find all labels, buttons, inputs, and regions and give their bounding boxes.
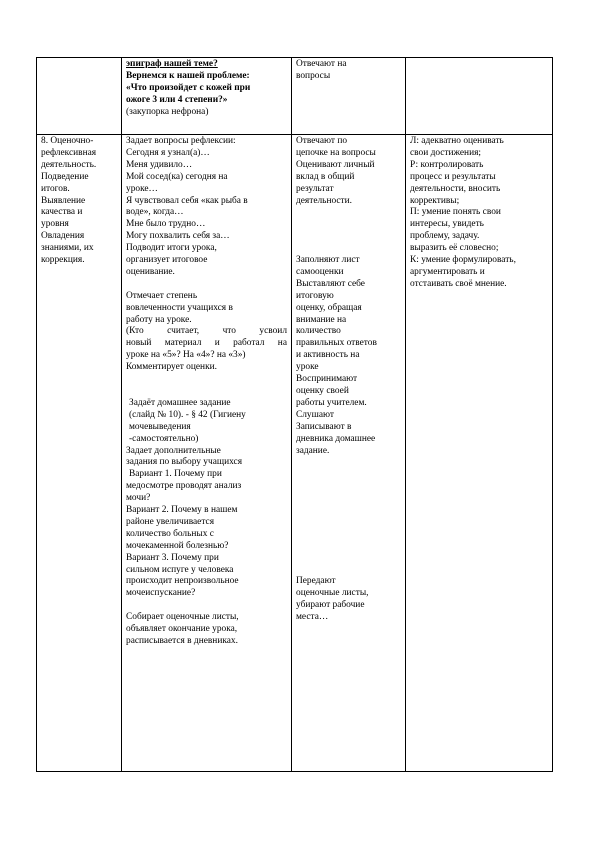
text-line: вовлеченности учащихся в (126, 302, 233, 313)
spacer (296, 505, 401, 517)
text-line: задание. (296, 445, 330, 456)
text-line: мочеиспускание? (126, 588, 196, 599)
text-line: Комментирует оценки. (126, 362, 217, 373)
text-line: проблему, задачу. (410, 231, 480, 242)
text-line: правильных ответов (296, 338, 377, 349)
text-line: (закупорка нефрона) (126, 106, 209, 117)
spacer (296, 529, 401, 541)
text-line: происходит непроизвольное (126, 576, 239, 587)
text-line: качества и (41, 207, 83, 218)
text-line: медосмотре проводят анализ (126, 481, 242, 492)
text-line: Задает дополнительные (126, 445, 221, 456)
text-line: организует итоговое (126, 255, 208, 266)
spacer (296, 517, 401, 529)
text-line: «Что произойдет с кожей при (126, 82, 251, 93)
text-line: Выставляют себе (296, 278, 365, 289)
text-line: работу на уроке. (126, 314, 192, 325)
text-line: свои достижения; (410, 147, 482, 158)
text-line: вопросы (296, 70, 331, 81)
text-line: деятельности, вносить (410, 183, 501, 194)
text-line: Подводит итоги урока, (126, 243, 217, 254)
text-line: Записывают в (296, 421, 352, 432)
text-line: Отмечает степень (126, 290, 198, 301)
spacer (296, 553, 401, 565)
text-line: Вариант 3. Почему при (126, 552, 219, 563)
text-line: цепочке на вопросы (296, 147, 376, 158)
student-activity-cell (292, 58, 406, 135)
text-line: процесс и результаты (410, 171, 496, 182)
spacer (126, 386, 287, 398)
spacer (296, 541, 401, 553)
text-line: Меня удивило… (126, 159, 193, 170)
lesson-plan-table (36, 57, 553, 772)
spacer (296, 243, 401, 255)
text-line: уроке… (126, 183, 158, 194)
text-line: количество (296, 326, 341, 337)
text-line: новый материал и работал на (126, 338, 287, 349)
text-line: оценку своей (296, 385, 349, 396)
text-line: оценивание. (126, 266, 175, 277)
stage-cell (37, 135, 122, 772)
text-line: -самостоятельно) (129, 433, 199, 444)
text-line: Отвечают на (296, 59, 347, 69)
text-line: коррекция. (41, 255, 85, 266)
text-line: Могу похвалить себя за… (126, 231, 230, 242)
text-line: (Кто считает, что усвоил (126, 326, 287, 337)
text-line: коррективы; (410, 195, 460, 206)
text-line: Собирает оценочные листы, (126, 612, 239, 623)
text-line: уровня (41, 219, 69, 230)
text-line: Л: адекватно оценивать (410, 136, 504, 146)
text-line: Вариант 2. Почему в нашем (126, 505, 238, 516)
text-line: уроке (296, 362, 319, 373)
text-line: аргументировать и (410, 266, 485, 277)
stage-cell (37, 58, 122, 135)
text-line: итоговую (296, 290, 334, 301)
text-line: воде», когда… (126, 207, 184, 218)
text-line: внимание на (296, 314, 347, 325)
spacer (296, 469, 401, 481)
teacher-activity-cell (122, 58, 292, 135)
text-line: места… (296, 612, 329, 623)
spacer (296, 493, 401, 505)
student-activity-cell (292, 135, 406, 772)
table-row (37, 135, 553, 772)
text-line: работы учителем. (296, 397, 367, 408)
text-line: сильном испуге у человека (126, 564, 234, 575)
text-line: 8. Оценочно- (41, 136, 94, 146)
spacer (296, 481, 401, 493)
spacer (126, 374, 287, 386)
text-line: (слайд № 10). - § 42 (Гигиену (129, 409, 246, 420)
text-line: Передают (296, 576, 336, 587)
text-line: Задает вопросы рефлексии: (126, 136, 236, 146)
text-line: задания по выбору учащихся (126, 457, 243, 468)
text-line: мочи? (126, 493, 151, 504)
spacer (296, 457, 401, 469)
text-line: итогов. (41, 183, 70, 194)
teacher-activity-cell (122, 135, 292, 772)
text-line: мочекаменной болезнью? (126, 540, 229, 551)
text-line: оценочные листы, (296, 588, 369, 599)
text-line: Слушают (296, 409, 334, 420)
text-line: и активность на (296, 350, 360, 361)
text-line: К: умение формулировать, (410, 255, 516, 266)
text-line: Заполняют лист (296, 255, 360, 265)
text-line: вклад в общий (296, 171, 355, 182)
uud-cell (406, 58, 553, 135)
text-line: Подведение (41, 171, 89, 182)
text-line: ожоге 3 или 4 степени?» (126, 94, 228, 105)
text-line: Вариант 1. Почему при (129, 469, 222, 480)
text-line: Оценивают личный (296, 159, 375, 170)
text-line: Мой сосед(ка) сегодня на (126, 171, 228, 182)
text-line: деятельность. (41, 159, 97, 170)
text-line: районе увеличивается (126, 516, 215, 527)
text-line: знаниями, их (41, 243, 94, 254)
lesson-plan-page (36, 57, 552, 771)
text-line: убирают рабочие (296, 600, 365, 611)
spacer (296, 564, 401, 576)
text-line: эпиграф нашей теме? (126, 59, 218, 69)
spacer (296, 231, 401, 243)
text-line: дневника домашнее (296, 433, 376, 444)
text-line: Вернемся к нашей проблеме: (126, 70, 250, 81)
text-line: результат (296, 183, 334, 194)
table-row (37, 58, 553, 135)
text-line: Я чувствовал себя «как рыба в (126, 195, 248, 206)
uud-cell (406, 135, 553, 772)
spacer (126, 600, 287, 612)
text-line: объявляет окончание урока, (126, 624, 238, 635)
text-line: Овладения (41, 231, 85, 242)
text-line: Сегодня я узнал(а)… (126, 147, 210, 158)
text-line: уроке на «5»? На «4»? на «3») (126, 350, 246, 361)
text-line: деятельности. (296, 195, 353, 206)
text-line: количество больных с (126, 528, 214, 539)
spacer (126, 279, 287, 291)
text-line: оценку, обращая (296, 302, 362, 313)
spacer (296, 207, 401, 219)
text-line: выразить её словесно; (410, 243, 499, 254)
spacer (296, 219, 401, 231)
text-line: расписывается в дневниках. (126, 636, 238, 646)
text-line: Воспринимают (296, 374, 358, 385)
text-line: самооценки (296, 266, 344, 277)
text-line: П: умение понять свои (410, 207, 501, 218)
text-line: интересы, увидеть (410, 219, 484, 230)
text-line: Выявление (41, 195, 86, 206)
text-line: Отвечают по (296, 136, 348, 146)
text-line: Задаёт домашнее задание (129, 397, 231, 408)
text-line: отстаивать своё мнение. (410, 278, 507, 289)
text-line: Мне было трудно… (126, 219, 206, 230)
text-line: Р: контролировать (410, 159, 484, 170)
text-line: мочевыведения (129, 421, 191, 432)
text-line: рефлексивная (41, 147, 97, 158)
